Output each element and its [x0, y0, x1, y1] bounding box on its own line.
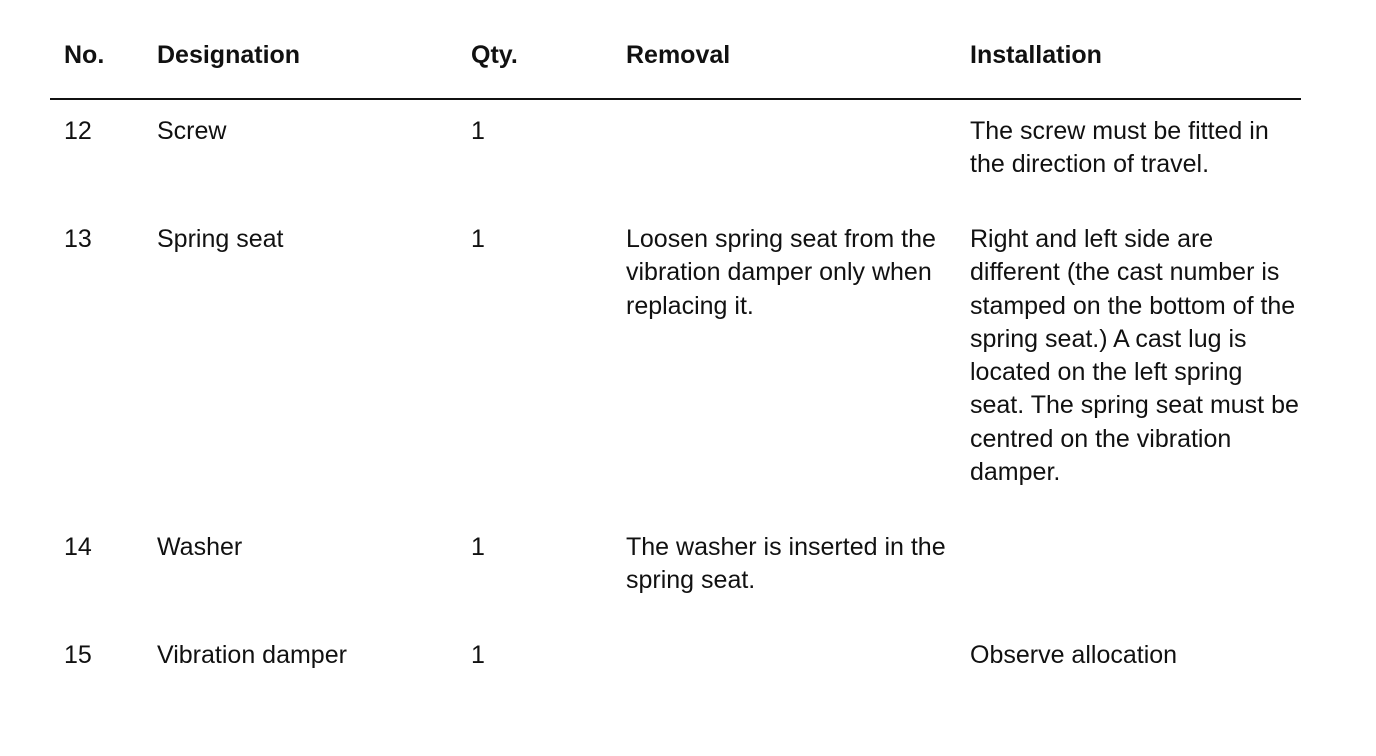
row-removal: Loosen spring seat from the vibration damper only when replacing it.: [626, 225, 936, 320]
row-qty: 1: [471, 225, 485, 253]
row-no: 15: [64, 641, 92, 669]
row-designation: Washer: [157, 533, 243, 561]
row-designation: Vibration damper: [157, 641, 347, 669]
header-designation: Designation: [157, 41, 301, 69]
row-installation: Observe allocation: [970, 641, 1178, 669]
row-qty: 1: [471, 641, 485, 669]
row-no: 13: [64, 225, 92, 253]
row-designation: Screw: [157, 117, 227, 145]
table-header: [50, 0, 1301, 100]
header-no: No.: [64, 41, 105, 69]
header-qty: Qty.: [471, 41, 518, 69]
row-removal: The washer is inserted in the spring seat.: [626, 533, 946, 595]
row-designation: Spring seat: [157, 225, 284, 253]
header-installation: Installation: [970, 41, 1102, 69]
header-removal: Removal: [626, 41, 731, 69]
parts-table: [50, 0, 1301, 669]
row-no: 12: [64, 117, 92, 145]
row-qty: 1: [471, 533, 485, 561]
row-qty: 1: [471, 117, 485, 145]
row-no: 14: [64, 533, 92, 561]
row-installation: Right and left side are different (the cast number is stamped on the bottom of the spring seat.) A cast lug is located on the left spring seat. The spring seat must be centred on the vibration damper.: [970, 225, 1299, 487]
row-installation: The screw must be fitted in the direction of travel.: [970, 117, 1269, 179]
